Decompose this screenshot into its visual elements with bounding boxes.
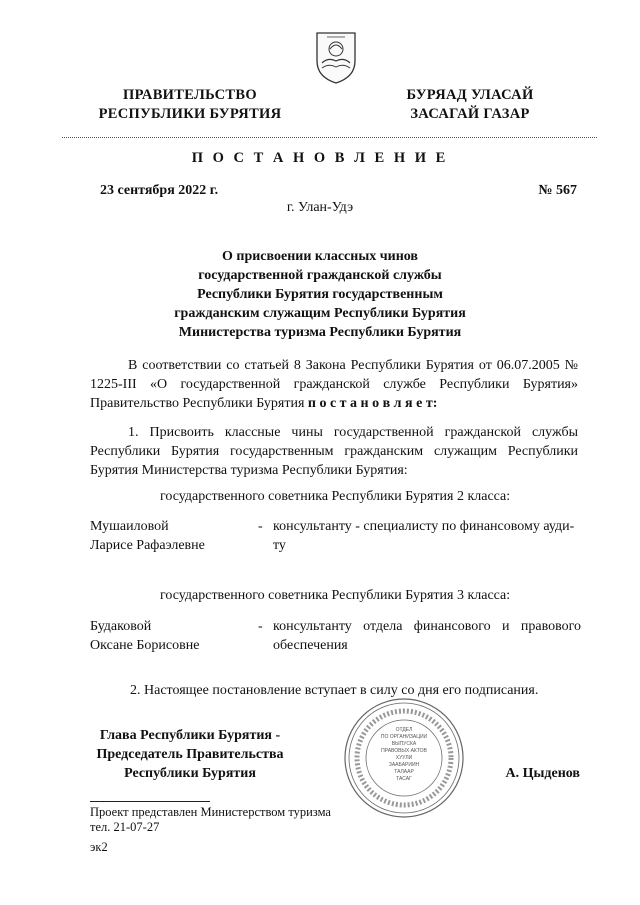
document-city: г. Улан-Удэ xyxy=(286,200,354,215)
document-type: П О С Т А Н О В Л Е Н И Е xyxy=(191,150,449,166)
person-2-given-names: Оксане Борисовне xyxy=(90,638,200,653)
title-line: Министерства туризма Республики Бурятия xyxy=(178,325,462,340)
signatory-title xyxy=(80,726,300,783)
title-line: О присвоении классных чинов xyxy=(222,249,418,264)
government-name-bua xyxy=(380,86,560,124)
preamble-emphasis: п о с т а н о в л я е т: xyxy=(307,396,438,411)
footer-line1: Проект представлен Министерством туризма xyxy=(90,805,331,819)
person-1-position-line1: консультанту - специалисту по финансовому ауди- xyxy=(273,519,575,534)
document-number: № 567 xyxy=(538,183,577,198)
person-2-dash: - xyxy=(258,619,263,634)
stamp-line: ХУУЛИ xyxy=(395,755,413,761)
stamp-line: ТАСАГ xyxy=(396,776,412,782)
stamp-line: ОТДЕЛ xyxy=(395,727,413,733)
preamble-paragraph xyxy=(90,356,578,413)
person-1-surname: Мушаиловой xyxy=(90,519,169,534)
stamp-line: ЗААБАРИИН xyxy=(388,762,420,768)
person-2-position-line2: обеспечения xyxy=(273,638,348,653)
stamp-line: ПО ОРГАНИЗАЦИИ xyxy=(380,734,428,740)
document-title xyxy=(120,247,520,342)
person-2-position xyxy=(273,617,581,655)
person-1-given-names: Ларисе Рафаэлевне xyxy=(90,538,205,553)
signatory-name: А. Цыденов xyxy=(505,766,580,781)
title-line: государственной гражданской службы xyxy=(198,268,442,283)
person-1-name xyxy=(90,517,205,555)
signatory-title-line3: Республики Бурятия xyxy=(124,766,256,781)
preamble-text: В соответствии со статьей 8 Закона Республики Бурятия от 06.07.2005 № 1225-III «О государственной гражданской службе Республики Бурятия» Правительство Республики Бурятия xyxy=(90,358,578,411)
rank-heading-2: государственного советника Республики Бурятия 3 класса: xyxy=(160,588,511,603)
government-bua-line2: ЗАСАГАЙ ГАЗАР xyxy=(410,106,530,122)
person-2-surname: Будаковой xyxy=(90,619,152,634)
official-stamp xyxy=(343,697,465,819)
person-1-position xyxy=(273,517,583,555)
government-bua-line1: БУРЯАД УЛАСАЙ xyxy=(406,87,534,103)
stamp-line: ПРАВОВЫХ АКТОВ xyxy=(381,748,427,754)
rank-heading-1: государственного советника Республики Бурятия 2 класса: xyxy=(160,489,511,504)
footer-note xyxy=(90,805,331,835)
footer-divider xyxy=(90,801,210,802)
signatory-title-line1: Глава Республики Бурятия - xyxy=(99,728,281,743)
person-2-position-line1: консультанту отдела финансового и правового xyxy=(273,619,581,634)
item-2-paragraph: 2. Настоящее постановление вступает в силу со дня его подписания. xyxy=(130,683,539,698)
person-2-name xyxy=(90,617,199,655)
stamp-line: ВЫПУСКА xyxy=(391,741,417,747)
footer-line2: тел. 21-07-27 xyxy=(90,820,160,834)
government-name-ru xyxy=(80,86,300,124)
person-1-dash: - xyxy=(258,519,263,534)
signatory-title-line2: Председатель Правительства xyxy=(96,747,284,762)
stamp-line: ТАЛААР xyxy=(394,769,414,775)
government-line1: ПРАВИТЕЛЬСТВО xyxy=(123,87,257,103)
title-line: Республики Бурятия государственным xyxy=(197,287,443,302)
item-1-paragraph: 1. Присвоить классные чины государственной гражданской службы Республики Бурятия государственным гражданским служащим Республики Бурятия Министерства туризма Республики Бурятия: xyxy=(90,425,578,478)
header-divider xyxy=(62,137,597,138)
government-line2: РЕСПУБЛИКИ БУРЯТИЯ xyxy=(98,106,282,122)
person-1-position-line2: ту xyxy=(273,538,286,553)
coat-of-arms-icon xyxy=(313,27,359,85)
footer-code: эк2 xyxy=(90,840,108,854)
document-date: 23 сентября 2022 г. xyxy=(100,183,219,198)
title-line: гражданским служащим Республики Бурятия xyxy=(174,306,466,321)
